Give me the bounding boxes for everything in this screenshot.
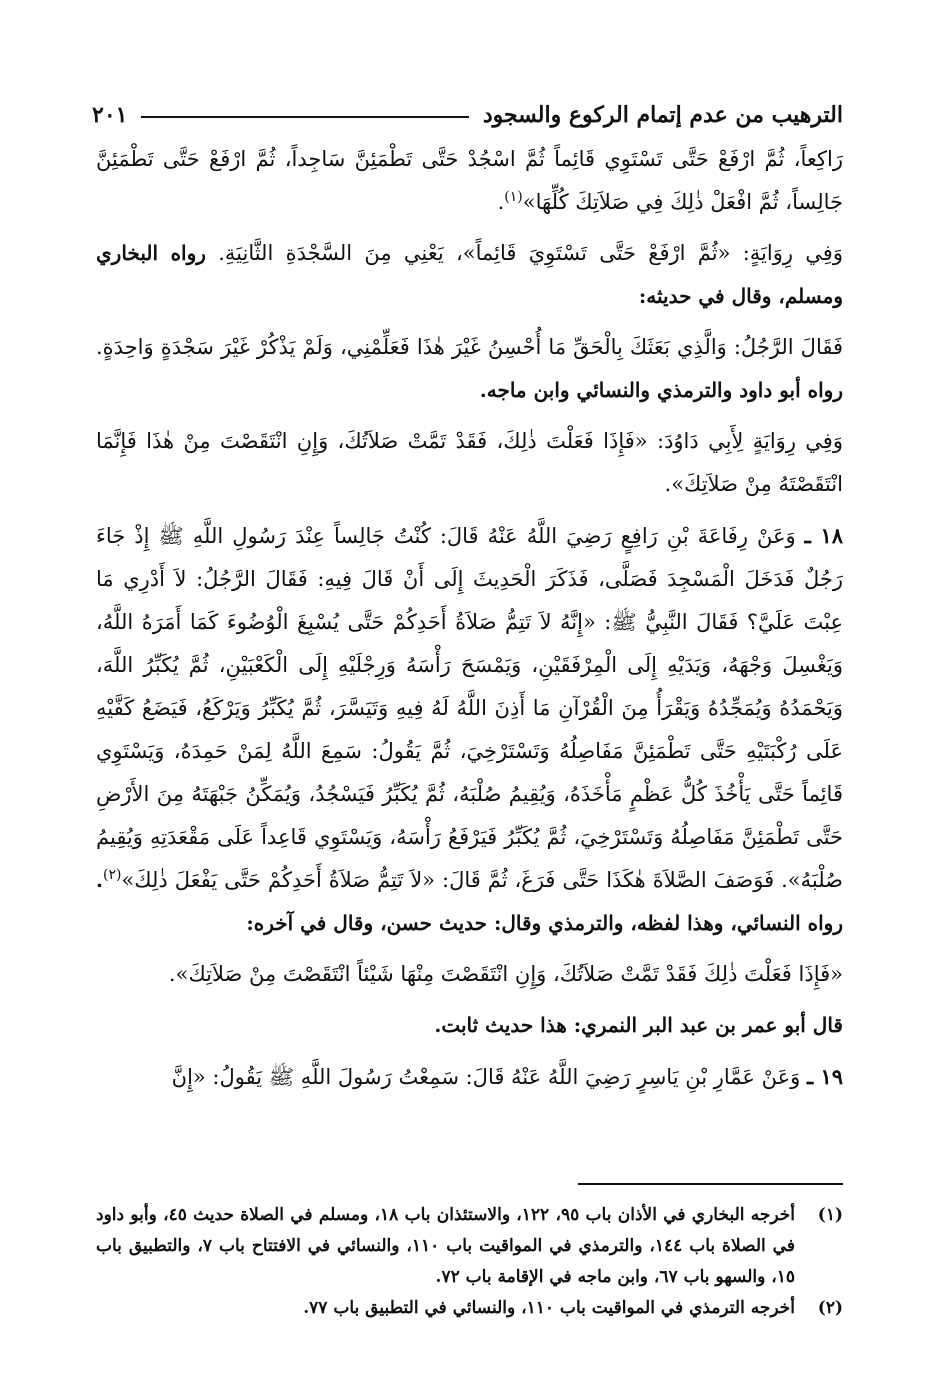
footnote-ref: (٢) [102, 867, 122, 883]
footnote-text: أخرجه الترمذي في المواقيت باب ١١٠، والنسائي في التطبيق باب ٧٧. [303, 1298, 795, 1318]
paragraph-man-said [96, 326, 843, 412]
paragraph-narration-variant [96, 232, 843, 318]
header-rule [141, 116, 468, 118]
footnote-number: (٢) [817, 1298, 843, 1318]
paragraph-hadith-continuation [96, 138, 843, 224]
footnote-item [96, 1293, 843, 1324]
running-header [92, 92, 843, 128]
narrator-note: . رواه النسائي، وهذا لفظه، والترمذي وقال: حديث حسن، وقال في آخره: [96, 868, 843, 935]
main-text [96, 138, 843, 1107]
sentence-end: . [497, 190, 505, 214]
hadith-text: وَعَنْ عَمَّارِ بْنِ يَاسِرٍ رَضِيَ اللَّهُ عَنْهُ قَالَ: سَمِعْتُ رَسُولَ اللَّهِ ﷺ يَقُولُ: «إِنَّ [171, 1065, 801, 1089]
hadith-number: ١٩ ـ [806, 1064, 843, 1089]
chapter-title: الترهيب من عدم إتمام الركوع والسجود [482, 102, 843, 128]
footnote-text: أخرجه البخاري في الأذان باب ٩٥، ١٢٢، والاستئذان باب ١٨، ومسلم في الصلاة حديث ٤٥، وأبو داود في الصلاة باب ١٤٤، والترمذي في المواقيت باب ١١٠، والنسائي في الافتتاح باب ٧، والتطبيق باب ١٥، والسهو باب ٦٧، وابن ماجه في الإقامة باب ٧٢. [96, 1205, 796, 1287]
footnote-separator [578, 1183, 843, 1185]
page-number: ٢٠١ [92, 102, 128, 128]
narrator-note: قال أبو عمر بن عبد البر النمري: هذا حديث ثابت. [434, 1013, 843, 1037]
paragraph-ibn-abd-al-barr [96, 1004, 843, 1047]
footnotes [96, 1200, 843, 1324]
narrator-note: رواه أبو داود والترمذي والنسائي وابن ماجه. [479, 378, 843, 402]
hadith-text: فَقَالَ الرَّجُلُ: وَالَّذِي بَعَثَكَ بِالْحَقِّ مَا أُحْسِنُ غَيْرَ هٰذَا فَعَلِّمْنِي، وَلَمْ يَذْكُرْ غَيْرَ سَجْدَةٍ وَاحِدَةٍ. [96, 335, 843, 359]
narrator-note: رواه البخاري ومسلم، وقال في حديثه: [96, 241, 843, 308]
hadith-19 [96, 1055, 843, 1099]
hadith-text: «فَإِذَا فَعَلْتَ ذٰلِكَ فَقَدْ تَمَّتْ صَلاَتُكَ، وَإِنِ انْتَقَصْتَ مِنْهَا شَيْئاً انْتَقَصْتَ مِنْ صَلاَتِكَ». [168, 962, 843, 986]
footnote-number: (١) [817, 1205, 843, 1225]
hadith-18 [96, 514, 843, 945]
hadith-number: ١٨ ـ [804, 523, 843, 548]
paragraph-abu-dawud-variant [96, 420, 843, 506]
footnote-ref: (١) [504, 189, 523, 205]
hadith-text: رَاكِعاً، ثُمَّ ارْفَعْ حَتَّى تَسْتَوِي قَائِماً ثُمَّ اسْجُدْ حَتَّى تَطْمَئِنَّ سَاجِداً، ثُمَّ ارْفَعْ حَتَّى تَطْمَئِنَّ جَالِساً، ثُمَّ افْعَلْ ذٰلِكَ فِي صَلاَتِكَ كُلِّهَا» [96, 147, 843, 214]
hadith-text: وَفِي رِوَايَةٍ لِأَبِي دَاوُدَ: «فَإِذَا فَعَلْتَ ذٰلِكَ، فَقَدْ تَمَّتْ صَلاَتُكَ، وَإِنِ انْتَقَصْتَ مِنْ هٰذَا فَإِنَّمَا انْتَقَصْتَهُ مِنْ صَلاَتِكَ». [96, 429, 843, 496]
hadith-text: وَعَنْ رِفَاعَةَ بْنِ رَافِعٍ رَضِيَ اللَّهُ عَنْهُ قَالَ: كُنْتُ جَالِساً عِنْدَ رَسُولِ اللَّهِ ﷺ إِذْ جَاءَ رَجُلٌ فَدَخَلَ الْمَسْجِدَ فَصَلَّى، فَذَكَرَ الْحَدِيثَ إِلَى أَنْ قَالَ فِيهِ: فَقَالَ الرَّجُلُ: لاَ أَدْرِي مَا عِبْتَ عَلَيَّ؟ فَقَالَ النَّبِيُّ ﷺ: «إِنَّهُ لاَ تَتِمُّ صَلاَةُ أَحَدِكُمْ حَتَّى يُسْبِغَ الْوُضُوءَ كَمَا أَمَرَهُ اللَّهُ، وَيَغْسِلَ وَجْهَهُ، وَيَدَيْهِ إِلَى الْمِرْفَقَيْنِ، وَيَمْسَحَ رَأْسَهُ وَرِجْلَيْهِ إِلَى الْكَعْبَيْنِ، ثُمَّ يُكَبِّرُ اللَّهَ، وَيَحْمَدُهُ وَيُمَجِّدُهُ وَيَقْرَأُ مِنَ الْقُرْآنِ مَا أَذِنَ اللَّهُ لَهُ فِيهِ وَتَيَسَّرَ، ثُمَّ يُكَبِّرُ وَيَرْكَعُ، فَيَضَعُ كَفَّيْهِ عَلَى رُكْبَتَيْهِ حَتَّى تَطْمَئِنَّ مَفَاصِلُهُ وَتَسْتَرْخِيَ، ثُمَّ يَقُولُ: سَمِعَ اللَّهُ لِمَنْ حَمِدَهُ، وَيَسْتَوِي قَائِماً حَتَّى يَأْخُذَ كُلُّ عَظْمٍ مَأْخَذَهُ، وَيُقِيمُ صُلْبَهُ، ثُمَّ يُكَبِّرُ فَيَسْجُدُ، وَيُمَكِّنُ جَبْهَتَهُ مِنَ الأَرْضِ حَتَّى تَطْمَئِنَّ مَفَاصِلُهُ وَتَسْتَرْخِيَ، ثُمَّ يُكَبِّرُ فَيَرْفَعُ رَأْسَهُ، وَيَسْتَوِي قَاعِداً عَلَى مَقْعَدَتِهِ وَيُقِيمُ صُلْبَهُ». فَوَصَفَ الصَّلاَةَ هٰكَذَا حَتَّى فَرَغَ، ثُمَّ قَالَ: «لاَ تَتِمُّ صَلاَةُ أَحَدِكُمْ حَتَّى يَفْعَلَ ذٰلِكَ» [96, 524, 843, 892]
footnote-item [96, 1200, 843, 1293]
paragraph-end-variant [96, 953, 843, 996]
hadith-text: وَفِي رِوَايَةٍ: «ثُمَّ ارْفَعْ حَتَّى تَسْتَوِيَ قَائِماً»، يَعْنِي مِنَ السَّجْدَةِ الثَّانِيَةِ. [218, 241, 843, 265]
